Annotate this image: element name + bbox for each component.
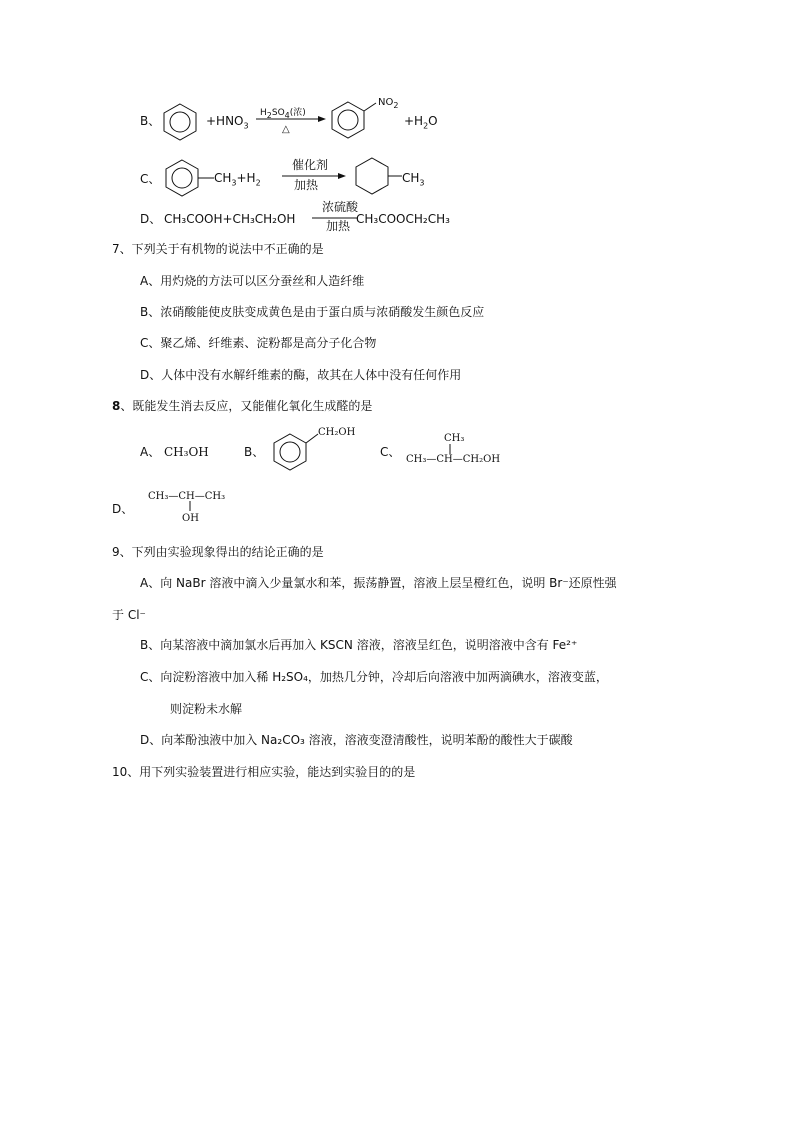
q9-option-d: D、向苯酚浊液中加入 Na₂CO₃ 溶液，溶液变澄清酸性，说明苯酚的酸性大于碳酸 [140, 733, 573, 747]
q6-b-condition-bottom: △ [282, 124, 290, 135]
q8-stem: 8、既能发生消去反应，又能催化氧化生成醛的是 [112, 399, 373, 413]
nitrobenzene-ring-icon [328, 98, 378, 142]
q6-b-label: B、 [140, 114, 161, 128]
benzene-ring-icon [160, 102, 204, 142]
q6-c-reactants: $CH_3+H_2$ [214, 171, 261, 188]
q8-c-main: CH₃—CH—CH₂OH [406, 454, 501, 465]
q8-d-oh: OH [182, 513, 199, 524]
q9-option-a-line1: A、向 NaBr 溶液中滴入少量氯水和苯，振荡静置，溶液上层呈橙红色，说明 Br⁻还原性强 [140, 576, 617, 590]
q7-option-c: C、聚乙烯、纤维素、淀粉都是高分子化合物 [140, 336, 377, 350]
q6-c-condition-bottom: 加热 [294, 178, 319, 192]
q7-option-b: B、浓硝酸能使皮肤变成黄色是由于蛋白质与浓硝酸发生颜色反应 [140, 305, 485, 319]
q9-option-c-line2: 则淀粉未水解 [170, 702, 243, 716]
q8-c-top: CH₃ [444, 433, 465, 444]
q6-b-product-water: $+H_2O$ [404, 114, 438, 131]
q6-d-product: CH₃COOCH₂CH₃ [356, 212, 450, 226]
q6-c-label: C、 [140, 172, 161, 186]
q8-a-label: A、 [140, 445, 161, 459]
toluene-ring-icon [162, 158, 222, 200]
q6-b-no2: $NO_2$ [378, 97, 399, 110]
q9-option-a-line2: 于 Cl⁻ [112, 608, 146, 622]
q6-b-condition-top: $H_2SO_4$(浓) [260, 108, 306, 120]
q6-d-condition-bottom: 加热 [326, 219, 351, 233]
q10-stem: 10、用下列实验装置进行相应实验，能达到实验目的的是 [112, 765, 416, 779]
q6-d-label: D、 [140, 212, 162, 226]
q7-option-d: D、人体中没有水解纤维素的酶，故其在人体中没有任何作用 [140, 368, 462, 382]
q6-c-product-methyl: $CH_3$ [402, 171, 425, 188]
q9-option-c-line1: C、向淀粉溶液中加入稀 H₂SO₄，加热几分钟，冷却后向溶液中加两滴碘水，溶液变蓝， [140, 670, 608, 684]
q6-b-reagent: $+HNO_3$ [206, 114, 249, 131]
q8-c-label: C、 [380, 445, 401, 459]
q7-stem: 7、下列关于有机物的说法中不正确的是 [112, 242, 324, 256]
q7-option-a: A、用灼烧的方法可以区分蚕丝和人造纤维 [140, 274, 365, 288]
reaction-arrow [256, 115, 328, 123]
q8-d-label: D、 [112, 502, 134, 516]
q6-c-condition-top: 催化剂 [292, 158, 329, 172]
q8-a-formula: CH₃OH [164, 445, 209, 459]
q9-option-b: B、向某溶液中滴加氯水后再加入 KSCN 溶液，溶液呈红色，说明溶液中含有 Fe²⁺ [140, 638, 578, 652]
q8-b-label: B、 [244, 445, 265, 459]
q6-d-condition-top: 浓硫酸 [322, 200, 359, 214]
q6-d-reactants: CH₃COOH+CH₃CH₂OH [164, 212, 296, 226]
q8-d-main: CH₃—CH—CH₃ [148, 491, 226, 502]
q8-b-group: CH₂OH [318, 427, 356, 438]
q9-stem: 9、下列由实验现象得出的结论正确的是 [112, 545, 324, 559]
